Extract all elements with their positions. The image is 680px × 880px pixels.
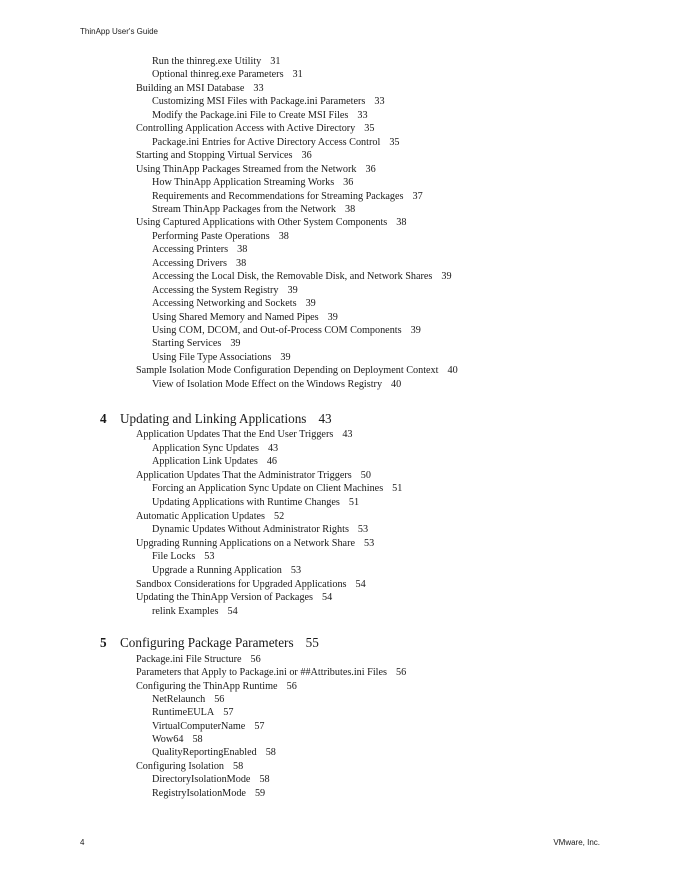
toc-entry-title: Upgrade a Running Application bbox=[152, 565, 282, 576]
toc-entry[interactable] bbox=[136, 511, 284, 523]
toc-entry-title: File Locks bbox=[152, 551, 196, 563]
toc-entry-title: Application Updates That the End User Triggers bbox=[136, 429, 334, 440]
toc-entry-title: Updating the ThinApp Version of Packages bbox=[136, 592, 314, 604]
toc-entry-title: Accessing the Local Disk, the Removable Disk, and Network Shares bbox=[152, 271, 433, 283]
toc-entry[interactable] bbox=[152, 707, 233, 719]
toc-entry-page: 54 bbox=[227, 605, 238, 617]
toc-entry-title: Performing Paste Operations bbox=[152, 230, 270, 242]
toc-entry-title: Forcing an Application Sync Update on Client Machines bbox=[152, 483, 384, 495]
toc-entry[interactable] bbox=[136, 761, 243, 773]
toc-entry-page: 54 bbox=[322, 592, 333, 604]
toc-entry-title: NetRelaunch bbox=[152, 694, 206, 706]
toc-entry[interactable] bbox=[152, 137, 400, 149]
chapter-title: Configuring Package Parameters bbox=[120, 635, 294, 650]
toc-entry[interactable] bbox=[136, 83, 264, 95]
toc-entry[interactable] bbox=[152, 56, 280, 68]
toc-entry[interactable] bbox=[136, 681, 297, 693]
toc-entry[interactable] bbox=[136, 217, 406, 229]
toc-entry-title: relink Examples bbox=[152, 605, 219, 617]
page-number: 4 bbox=[80, 838, 85, 847]
toc-entry-title: Customizing MSI Files with Package.ini Parameters bbox=[152, 96, 366, 108]
toc-entry-title: View of Isolation Mode Effect on the Windows Registry bbox=[152, 378, 383, 390]
toc-entry-page: 36 bbox=[343, 177, 354, 189]
toc-entry-page: 53 bbox=[364, 537, 375, 549]
toc-entry[interactable] bbox=[152, 177, 353, 189]
toc-entry[interactable] bbox=[152, 456, 277, 468]
toc-entry-page: 52 bbox=[274, 510, 285, 522]
toc-entry-title: Using COM, DCOM, and Out-of-Process COM Components bbox=[152, 325, 402, 336]
toc-entry-page: 38 bbox=[235, 257, 247, 269]
toc-entry-page: 39 bbox=[287, 284, 298, 296]
toc-entry-page: 56 bbox=[214, 694, 225, 706]
toc-entry[interactable] bbox=[152, 721, 265, 733]
toc-entry-page: 56 bbox=[395, 667, 407, 679]
toc-entry-page: 54 bbox=[355, 578, 366, 590]
toc-entry[interactable] bbox=[152, 565, 301, 577]
toc-entry-page: 59 bbox=[254, 787, 266, 799]
toc-entry-title: Accessing the System Registry bbox=[152, 284, 279, 296]
toc-entry-title: RuntimeEULA bbox=[152, 707, 215, 719]
toc-entry[interactable] bbox=[152, 443, 278, 455]
toc-entry-page: 38 bbox=[278, 230, 289, 242]
toc-entry[interactable] bbox=[152, 231, 289, 243]
toc-entry[interactable] bbox=[136, 429, 353, 441]
toc-entry-page: 35 bbox=[389, 136, 400, 148]
toc-entry-page: 37 bbox=[412, 190, 423, 202]
toc-entry-title: Using Captured Applications with Other System Components bbox=[136, 217, 388, 229]
chapter-page: 55 bbox=[305, 635, 319, 650]
toc-entry[interactable] bbox=[152, 69, 303, 81]
toc-entry[interactable] bbox=[152, 285, 298, 297]
toc-entry-page: 57 bbox=[254, 720, 265, 732]
toc-entry[interactable] bbox=[152, 774, 270, 786]
toc-entry-page: 39 bbox=[441, 271, 452, 283]
toc-entry[interactable] bbox=[152, 497, 359, 509]
toc-entry-page: 39 bbox=[305, 298, 316, 310]
toc-entry-title: Parameters that Apply to Package.ini or ##Attributes.ini Files bbox=[136, 667, 387, 679]
toc-entry-page: 50 bbox=[360, 469, 371, 481]
toc-entry[interactable] bbox=[152, 298, 316, 310]
chapter-number: 4 bbox=[100, 411, 107, 426]
toc-entry[interactable] bbox=[152, 379, 401, 391]
toc-entry-title: Modify the Package.ini File to Create MSI Files bbox=[152, 109, 349, 121]
toc-entry[interactable] bbox=[152, 96, 385, 108]
toc-entry-page: 38 bbox=[396, 217, 407, 229]
toc-entry[interactable] bbox=[152, 110, 368, 122]
toc-entry[interactable] bbox=[152, 244, 247, 256]
toc-entry-page: 33 bbox=[253, 82, 264, 94]
toc-entry-page: 43 bbox=[267, 442, 279, 454]
toc-entry-page: 36 bbox=[365, 163, 376, 175]
toc-entry[interactable] bbox=[136, 654, 261, 666]
toc-entry-title: Starting and Stopping Virtual Services bbox=[136, 150, 293, 162]
toc-entry-page: 33 bbox=[374, 96, 385, 108]
toc-entry[interactable] bbox=[136, 365, 458, 377]
toc-entry-page: 40 bbox=[447, 365, 458, 377]
toc-entry-page: 39 bbox=[410, 325, 421, 336]
toc-entry-title: Accessing Printers bbox=[152, 244, 229, 256]
toc-entry[interactable] bbox=[136, 579, 366, 591]
toc-entry-page: 51 bbox=[348, 497, 360, 508]
toc-entry-page: 53 bbox=[357, 524, 369, 536]
toc-entry-title: Updating Applications with Runtime Changes bbox=[152, 497, 340, 508]
toc-entry-title: Optional thinreg.exe Parameters bbox=[152, 69, 284, 81]
toc-entry[interactable] bbox=[136, 538, 374, 550]
toc-entry-title: Upgrading Running Applications on a Network Share bbox=[136, 537, 355, 549]
toc-entry-page: 46 bbox=[266, 456, 278, 468]
toc-entry[interactable] bbox=[152, 551, 214, 563]
toc-entry-page: 33 bbox=[357, 109, 368, 121]
toc-entry-title: Wow64 bbox=[152, 734, 184, 746]
toc-entry-title: Starting Services bbox=[152, 338, 222, 350]
toc-entry-title: Stream ThinApp Packages from the Network bbox=[152, 203, 336, 215]
toc-entry-title: Package.ini Entries for Active Directory Access Control bbox=[152, 136, 381, 148]
toc-entry-title: Application Updates That the Administrator Triggers bbox=[136, 469, 352, 481]
toc-entry-title: Accessing Drivers bbox=[152, 257, 227, 269]
toc-entry-title: QualityReportingEnabled bbox=[152, 747, 257, 759]
toc-entry-title: DirectoryIsolationMode bbox=[152, 774, 251, 786]
toc-entry-page: 56 bbox=[250, 654, 261, 665]
toc-entry-title: Configuring the ThinApp Runtime bbox=[136, 680, 278, 692]
toc-entry-page: 40 bbox=[391, 378, 402, 390]
toc-entry-title: Package.ini File Structure bbox=[136, 654, 242, 665]
toc-entry[interactable] bbox=[152, 271, 452, 283]
toc-entry-title: Accessing Networking and Sockets bbox=[152, 298, 297, 310]
toc-entry-page: 56 bbox=[286, 680, 297, 692]
toc-entry-page: 43 bbox=[342, 429, 353, 440]
chapter-4-heading[interactable] bbox=[100, 411, 332, 427]
toc-entry[interactable] bbox=[152, 258, 246, 270]
toc-entry[interactable] bbox=[152, 694, 224, 706]
toc-entry-title: Controlling Application Access with Active Directory bbox=[136, 123, 356, 135]
toc-entry-page: 58 bbox=[233, 760, 244, 772]
toc-entry[interactable] bbox=[152, 734, 203, 746]
toc-entry-page: 58 bbox=[265, 747, 276, 759]
toc-entry[interactable] bbox=[136, 470, 371, 482]
toc-entry-page: 58 bbox=[192, 734, 203, 746]
toc-entry-title: Building an MSI Database bbox=[136, 82, 245, 94]
chapter-5-heading[interactable] bbox=[100, 635, 319, 651]
toc-entry-page: 57 bbox=[223, 707, 234, 719]
toc-entry-title: Dynamic Updates Without Administrator Rights bbox=[152, 524, 349, 536]
toc-entry-page: 53 bbox=[290, 565, 302, 576]
toc-entry-title: Automatic Application Updates bbox=[136, 510, 266, 522]
toc-entry-title: VirtualComputerName bbox=[152, 720, 246, 732]
toc-entry-title: How ThinApp Application Streaming Works bbox=[152, 177, 335, 189]
toc-entry-title: Sandbox Considerations for Upgraded Applications bbox=[136, 578, 347, 590]
chapter-title: Updating and Linking Applications bbox=[120, 411, 307, 426]
toc-entry-title: RegistryIsolationMode bbox=[152, 787, 246, 799]
toc-entry[interactable] bbox=[152, 483, 402, 495]
toc-entry[interactable] bbox=[152, 524, 368, 536]
toc-entry-page: 58 bbox=[259, 774, 270, 786]
chapter-page: 43 bbox=[318, 411, 332, 426]
toc-entry-title: Run the thinreg.exe Utility bbox=[152, 56, 262, 67]
toc-entry[interactable] bbox=[152, 312, 338, 324]
toc-entry[interactable] bbox=[152, 606, 238, 618]
toc-entry-title: Application Sync Updates bbox=[152, 442, 259, 454]
toc-entry-page: 39 bbox=[280, 351, 291, 363]
toc-entry[interactable] bbox=[136, 667, 406, 679]
running-header: ThinApp User's Guide bbox=[80, 27, 159, 36]
toc-entry-page: 31 bbox=[270, 56, 281, 67]
toc-entry-title: Application Link Updates bbox=[152, 456, 258, 468]
toc-entry[interactable] bbox=[136, 164, 376, 176]
toc-entry-page: 38 bbox=[345, 203, 356, 215]
toc-entry-page: 35 bbox=[364, 123, 375, 135]
toc-entry[interactable] bbox=[152, 191, 423, 203]
toc-entry[interactable] bbox=[152, 352, 291, 364]
toc-entry-page: 36 bbox=[301, 150, 312, 162]
toc-entry-page: 51 bbox=[392, 483, 403, 495]
toc-entry[interactable] bbox=[136, 123, 374, 135]
toc-entry[interactable] bbox=[152, 338, 241, 350]
chapter-number: 5 bbox=[100, 635, 107, 650]
toc-entry-page: 53 bbox=[204, 551, 215, 563]
toc-entry[interactable] bbox=[152, 325, 421, 337]
toc-entry-page: 31 bbox=[292, 69, 303, 81]
toc-entry-title: Requirements and Recommendations for Streaming Packages bbox=[152, 190, 404, 202]
footer-company: VMware, Inc. bbox=[553, 838, 600, 847]
toc-entry-page: 39 bbox=[327, 311, 338, 323]
toc-entry-page: 39 bbox=[230, 338, 241, 350]
toc-entry-title: Sample Isolation Mode Configuration Depending on Deployment Context bbox=[136, 365, 439, 377]
toc-entry-title: Using File Type Associations bbox=[152, 351, 272, 363]
toc-entry-title: Configuring Isolation bbox=[136, 760, 225, 772]
toc-entry-title: Using Shared Memory and Named Pipes bbox=[152, 311, 319, 323]
toc-entry[interactable] bbox=[136, 150, 312, 162]
toc-entry[interactable] bbox=[152, 204, 355, 216]
toc-entry[interactable] bbox=[152, 788, 265, 800]
toc-entry-title: Using ThinApp Packages Streamed from the Network bbox=[136, 163, 357, 175]
toc-entry-page: 38 bbox=[237, 244, 248, 256]
toc-entry[interactable] bbox=[136, 592, 332, 604]
toc-entry[interactable] bbox=[152, 747, 276, 759]
